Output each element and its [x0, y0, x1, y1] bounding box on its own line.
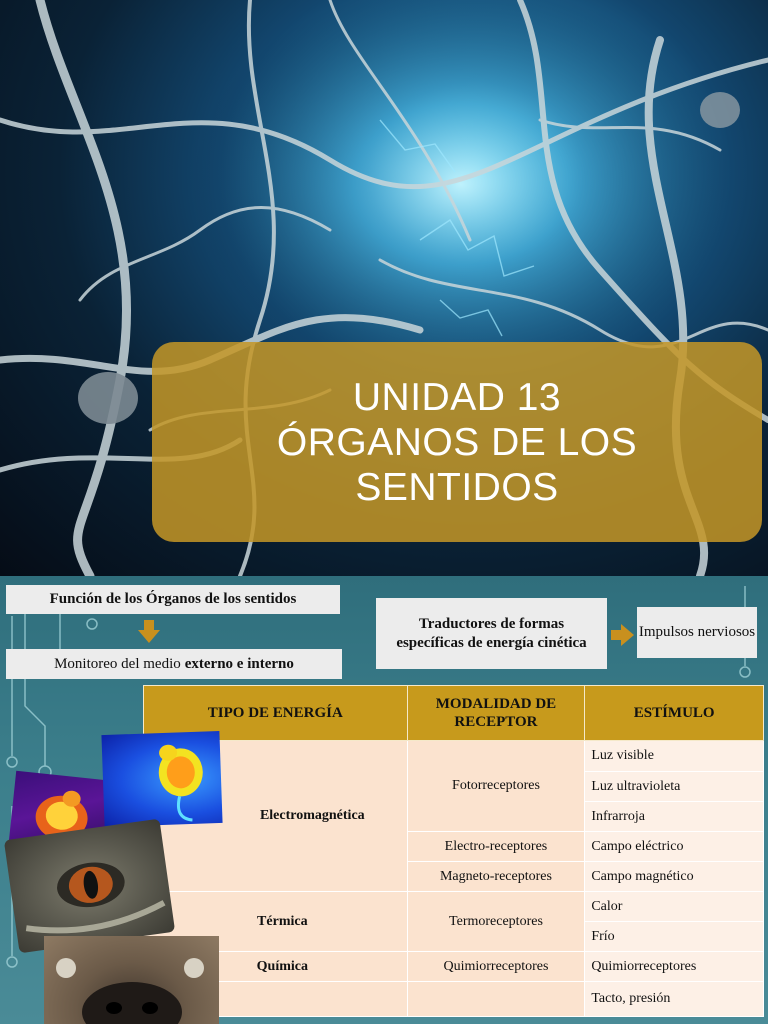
receptor-fotorreceptores: Fotorreceptores [407, 741, 585, 832]
table-row [144, 892, 764, 922]
funcion-box: Función de los Órganos de los sentidos [6, 585, 340, 614]
receptor-quimio: Quimiorreceptores [407, 952, 585, 982]
estimulo-campo-electrico: Campo eléctrico [585, 832, 764, 862]
estimulo-infrarroja: Infrarroja [585, 802, 764, 832]
title-line-2: ÓRGANOS DE LOS [276, 420, 638, 464]
table-row [144, 982, 764, 1017]
estimulo-luz-visible: Luz visible [585, 741, 764, 772]
traductores-box: Traductores de formas específicas de energía cinética [376, 598, 607, 669]
title-line-3: SENTIDOS [355, 465, 559, 509]
header-estimulo: ESTÍMULO [585, 686, 764, 741]
estimulo-calor: Calor [585, 892, 764, 922]
arrow-down-icon [137, 620, 161, 644]
title-line-1: UNIDAD 13 [352, 375, 562, 419]
title-box [152, 342, 762, 542]
table-header-row [144, 686, 764, 741]
energia-quimica: Química [144, 952, 408, 982]
receptor-termo: Termoreceptores [407, 892, 585, 952]
energy-table [143, 685, 764, 1017]
table-row [144, 741, 764, 772]
dog-nose-image [44, 936, 219, 1024]
table-row [144, 952, 764, 982]
estimulo-quimiorreceptores: Quimiorreceptores [585, 952, 764, 982]
thermal-mouse-image [101, 731, 222, 827]
monitoreo-bold-text: externo e interno [184, 655, 294, 672]
content-slide [0, 576, 768, 1024]
energia-electromagnetica: Electromagnética [144, 741, 408, 892]
arrow-right-icon [611, 623, 635, 647]
energia-termica: Térmica [144, 892, 408, 952]
header-tipo-energia: TIPO DE ENERGÍA [144, 686, 408, 741]
estimulo-frio: Frío [585, 922, 764, 952]
monitoreo-box [6, 649, 342, 679]
estimulo-tacto: Tacto, presión [585, 982, 764, 1017]
estimulo-luz-ultravioleta: Luz ultravioleta [585, 772, 764, 802]
header-modalidad-receptor: MODALIDAD DE RECEPTOR [407, 686, 585, 741]
receptor-empty [407, 982, 585, 1017]
monitoreo-text: Monitoreo del medio [54, 655, 181, 672]
receptor-magneto: Magneto-receptores [407, 862, 585, 892]
reptile-eye-image [4, 819, 175, 954]
impulsos-box: Impulsos nerviosos [637, 607, 757, 658]
estimulo-campo-magnetico: Campo magnético [585, 862, 764, 892]
receptor-electro: Electro-receptores [407, 832, 585, 862]
